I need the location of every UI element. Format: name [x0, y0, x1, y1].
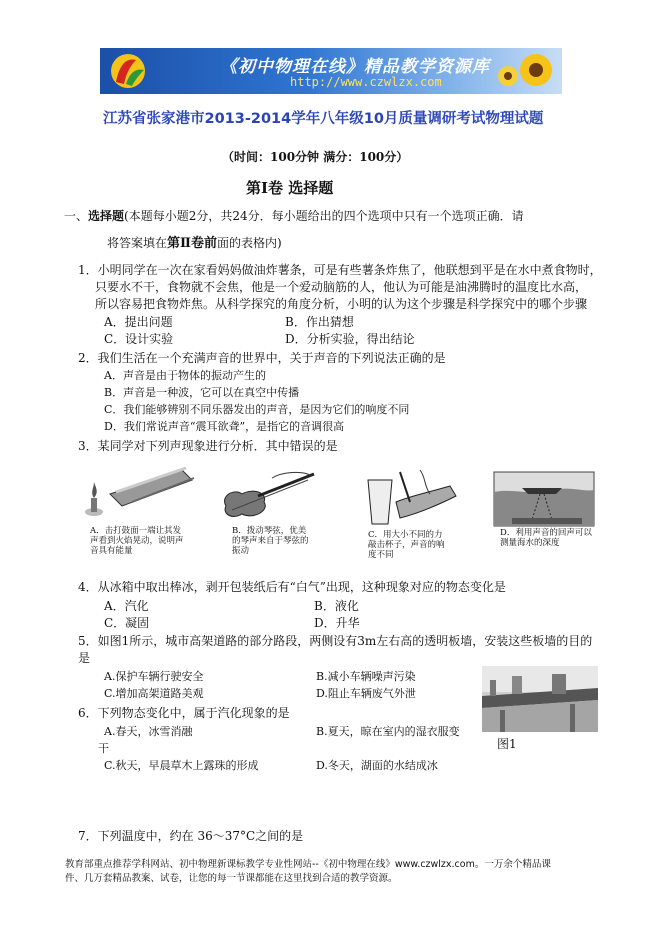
- q2-option-c: C．我们能够辨别不同乐器发出的声音，是因为它们的响度不同: [104, 403, 410, 416]
- q1-option-c: C．设计实验: [104, 332, 174, 346]
- q4-option-d: D．升华: [314, 616, 360, 630]
- q4-option-b: B．液化: [314, 599, 359, 613]
- q5-option-b: B.减小车辆噪声污染: [316, 670, 416, 683]
- q2-stem: 2．我们生活在一个充满声音的世界中，关于声音的下列说法正确的是: [78, 351, 446, 365]
- figure-1-label: 图1: [497, 737, 517, 751]
- q2-option-d: D．我们常说声音“震耳欲聋”，是指它的音调很高: [104, 420, 345, 433]
- instructions-line-2: [107, 232, 282, 251]
- q5-option-a: A.保护车辆行驶安全: [104, 670, 204, 683]
- q6-option-a: A.春天，冰雪消融: [104, 725, 193, 738]
- exam-subtitle: （时间：100分钟 满分：100分）: [222, 150, 409, 164]
- sunflower-icon: [488, 50, 558, 92]
- drum-flame-figure: [82, 462, 202, 522]
- q5-option-c: C.增加高架道路美观: [104, 687, 204, 700]
- instructions-line-1: [64, 207, 524, 224]
- q3-figure-a-caption: A．击打鼓面一端让其发声看到火焰晃动，说明声音具有能量: [90, 526, 184, 556]
- elevated-road-photo: [482, 666, 598, 732]
- instructions-prefix: 一、: [64, 209, 89, 223]
- q2-option-a: A．声音是由于物体的振动产生的: [104, 369, 266, 382]
- instructions-text-2c: 面的表格内): [216, 236, 282, 250]
- q1-option-d: D．分析实验，得出结论: [285, 332, 415, 346]
- q1-line-3: 所以容易把食物炸焦。从科学探究的角度分析，小明的认为这个步骤是科学探究中的哪个步骤: [95, 297, 588, 311]
- q6-option-d: D.冬天，湖面的水结成冰: [316, 759, 438, 772]
- q3-stem: 3．某同学对下列声现象进行分析．其中错误的是: [78, 439, 338, 453]
- exam-title: 江苏省张家港市2013-2014学年八年级10月质量调研考试物理试题: [103, 111, 544, 127]
- q1-line-1: 1．小明同学在一次在家看妈妈做油炸薯条，可是有些薯条炸焦了，他联想到平是在水中煮食物时，: [78, 263, 602, 277]
- sonar-ship-figure: [492, 462, 598, 530]
- q1-line-2: 只要水不干，食物就不会焦，他是一个爱动脑筋的人，他认为可能是油沸腾时的温度比水高，: [95, 280, 588, 294]
- instructions-text: (本题每小题2分，共24分．每小题给出的四个选项中只有一个选项正确．请: [124, 209, 524, 223]
- q4-option-a: A．汽化: [104, 599, 149, 613]
- site-banner: [100, 48, 562, 94]
- instructions-text-2a: 将答案填在: [107, 236, 168, 250]
- banner-url[interactable]: http://www.czwlzx.com: [290, 75, 442, 89]
- q6-option-b: B.夏天，晾在室内的湿衣服变: [316, 725, 460, 738]
- q3-figure-b-caption: B．拨动琴弦，优美的琴声来自于琴弦的振动: [232, 526, 309, 556]
- q1-option-a: A．提出问题: [104, 315, 173, 329]
- q5-line-1: 5．如图1所示，城市高架道路的部分路段，两侧设有3m左右高的透明板墙，安装这些板墙的目的: [78, 634, 593, 648]
- instructions-bold: 选择题: [88, 209, 125, 223]
- q6-stem: 6．下列物态变化中，属于汽化现象的是: [78, 706, 290, 720]
- q3-figure-c-caption: C．用大小不同的力敲击杯子，声音的响度不同: [368, 530, 445, 560]
- site-logo-icon: [106, 52, 150, 90]
- q4-option-c: C．凝固: [104, 616, 150, 630]
- violin-figure: [212, 466, 322, 526]
- q3-figure-d-caption: D．利用声音的回声可以测量海水的深度: [500, 528, 592, 548]
- banner-title: 《初中物理在线》精品教学资源库: [220, 57, 490, 77]
- q6-option-b-cont: 干: [98, 742, 109, 755]
- q6-option-c: C.秋天，早晨草木上露珠的形成: [104, 759, 259, 772]
- cup-tapping-figure: [360, 462, 465, 530]
- q2-option-b: B．声音是一种波，它可以在真空中传播: [104, 386, 300, 399]
- footer-line-2: 件、几万套精品教案、试卷，让您的每一节课都能在这里找到合适的教学资源。: [65, 873, 398, 884]
- section-heading: 第Ⅰ卷 选择题: [246, 179, 334, 197]
- page-footer: [65, 858, 551, 886]
- q4-stem: 4．从冰箱中取出棒冰，剥开包装纸后有“白气”出现，这种现象对应的物态变化是: [78, 580, 506, 594]
- footer-line-1: 教育部重点推荐学科网站、初中物理新课标教学专业性网站--《初中物理在线》www.czwlzx.com。一万余个精品课: [65, 859, 551, 870]
- q5-option-d: D.阻止车辆废气外泄: [316, 687, 416, 700]
- q7-stem: 7．下列温度中，约在 36～37°C之间的是: [78, 829, 304, 843]
- instructions-bold-2: 第Ⅱ卷前: [167, 236, 217, 251]
- q1-option-b: B．作出猜想: [285, 315, 354, 329]
- q5-line-2: 是: [78, 651, 91, 665]
